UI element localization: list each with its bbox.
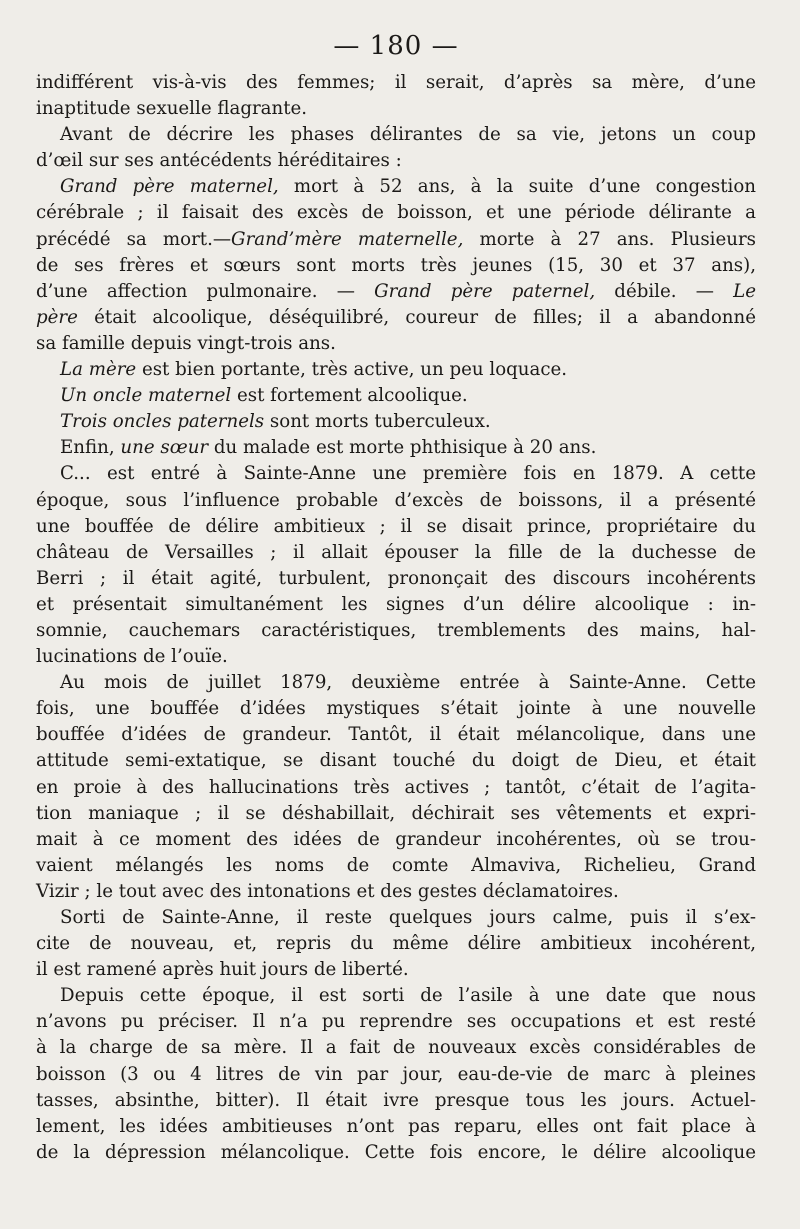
text-line: n’avons pu préciser. Il n’a pu reprendre ses occupations et est resté (36, 1011, 756, 1033)
text-line: il est ramené après huit jours de liberté. (36, 959, 409, 981)
text-line: époque, sous l’influence probable d’excès de boissons, il a présenté (36, 489, 756, 511)
text-segment: précédé sa mort.— (36, 228, 232, 250)
italic-text: Le (733, 280, 756, 302)
text-line: tion maniaque ; il se déshabillait, déchirait ses vêtements et expri- (36, 802, 756, 824)
text-line: Avant de décrire les phases délirantes de sa vie, jetons un coup (60, 124, 756, 146)
text-line: Vizir ; le tout avec des intonations et des gestes déclamatoires. (36, 880, 619, 902)
text-segment: est bien portante, très active, un peu loquace. (136, 359, 568, 381)
text-line (36, 174, 756, 200)
text-line: indifférent vis-à-vis des femmes; il serait, d’après sa mère, d’une (36, 72, 756, 93)
page-number: — 180 — (333, 31, 459, 61)
text-line: et présentait simultanément les signes d’un délire alcoolique : in- (36, 593, 756, 615)
text-line: tasses, absinthe, bitter). Il était ivre presque tous les jours. Actuel- (36, 1089, 756, 1111)
text-line (36, 383, 756, 409)
text-segment: sont morts tuberculeux. (264, 411, 491, 433)
text-line: de la dépression mélancolique. Cette fois encore, le délire alcoolique (36, 1141, 756, 1163)
italic-text: La mère (60, 359, 137, 381)
text-line: d’œil sur ses antécédents héréditaires : (36, 150, 402, 172)
text-segment: était alcoolique, déséquilibré, coureur de filles; il a abandonné (77, 306, 756, 328)
text-line: bouffée d’idées de grandeur. Tantôt, il était mélancolique, dans une (36, 724, 756, 746)
text-line: somnie, cauchemars caractéristiques, tremblements des mains, hal- (36, 619, 756, 641)
text-line: vaient mélangés les noms de comte Almaviva, Richelieu, Grand (36, 854, 756, 876)
text-line: Sorti de Sainte-Anne, il reste quelques jours calme, puis il s’ex- (60, 907, 756, 928)
text-line: lement, les idées ambitieuses n’ont pas reparu, elles ont fait place à (36, 1115, 756, 1137)
italic-text: une sœur (120, 437, 209, 459)
text-segment: morte à 27 ans. Plusieurs (463, 228, 756, 250)
italic-text: Grand père maternel, (60, 176, 279, 198)
text-line: château de Versailles ; il allait épouser la fille de la duchesse de (36, 541, 756, 563)
text-line: attitude semi-extatique, se disant touché du doigt de Dieu, et était (36, 750, 756, 772)
text-segment: Enfin, (60, 437, 121, 459)
text-segment: est fortement alcoolique. (231, 385, 468, 407)
italic-text: Trois oncles paternels (60, 411, 265, 433)
text-line: cérébrale ; il faisait des excès de boisson, et une période délirante a (36, 202, 756, 224)
italic-text: Grand’mère maternelle, (231, 228, 464, 250)
body-text (36, 70, 756, 1166)
text-line: à la charge de sa mère. Il a fait de nouveaux excès considérables de (36, 1037, 756, 1059)
text-segment: du malade est morte phthisique à 20 ans. (208, 437, 597, 459)
text-line: lucinations de l’ouïe. (36, 646, 228, 668)
text-line: cite de nouveau, et, repris du même délire ambitieux incohérent, (36, 933, 756, 955)
text-line: mait à ce moment des idées de grandeur incohérentes, où se trou- (36, 828, 756, 850)
italic-text: père (36, 306, 78, 328)
text-line: Berri ; il était agité, turbulent, prononçait des discours incohérents (36, 567, 756, 589)
text-line (36, 357, 756, 383)
text-line (36, 279, 756, 305)
text-line: inaptitude sexuelle flagrante. (36, 98, 308, 120)
text-segment: d’une affection pulmonaire. — (36, 280, 375, 302)
italic-text: Grand père paternel, (374, 280, 596, 302)
text-line: de ses frères et sœurs sont morts très jeunes (15, 30 et 37 ans), (36, 254, 756, 276)
text-line: fois, une bouffée d’idées mystiques s’était jointe à une nouvelle (36, 698, 756, 720)
text-segment: débile. — (595, 280, 734, 302)
text-line (36, 227, 756, 253)
text-line (36, 409, 756, 435)
text-line: Au mois de juillet 1879, deuxième entrée à Sainte-Anne. Cette (60, 672, 756, 694)
text-segment: mort à 52 ans, à la suite d’une congestion (278, 176, 756, 198)
text-line: sa famille depuis vingt-trois ans. (36, 332, 336, 354)
italic-text: Un oncle maternel (60, 385, 232, 407)
text-line: Depuis cette époque, il est sorti de l’asile à une date que nous (60, 985, 756, 1007)
text-line: en proie à des hallucinations très actives ; tantôt, c’était de l’agita- (36, 776, 756, 798)
text-line: C... est entré à Sainte-Anne une première fois en 1879. A cette (60, 463, 756, 485)
text-line: une bouffée de délire ambitieux ; il se disait prince, propriétaire du (36, 515, 756, 537)
text-line (36, 435, 756, 461)
text-line: boisson (3 ou 4 litres de vin par jour, eau-de-vie de marc à pleines (36, 1063, 756, 1085)
text-line (36, 305, 756, 331)
